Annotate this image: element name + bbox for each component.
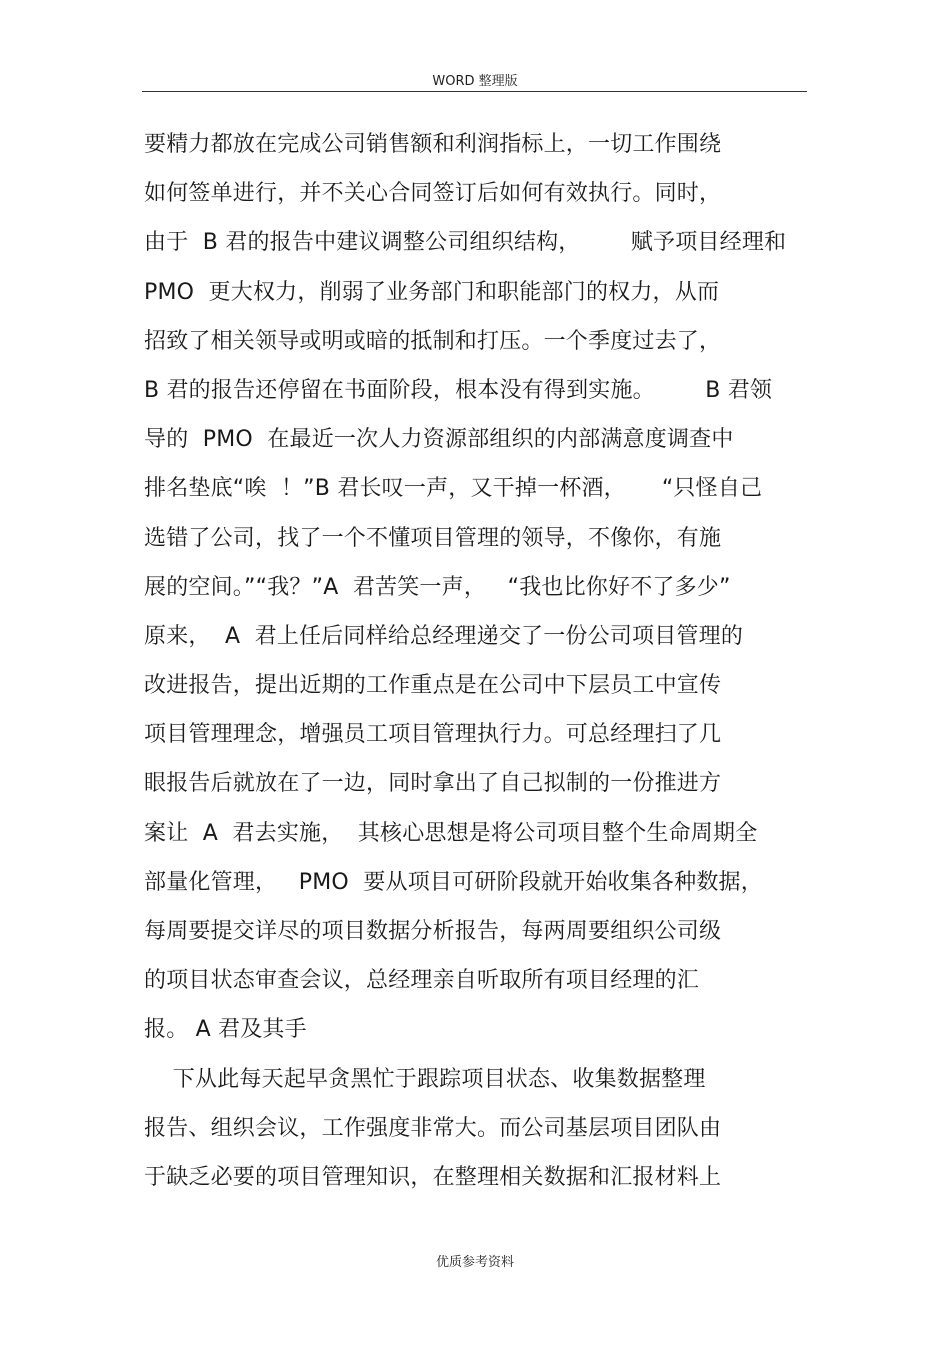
text-line: 排名垫底“唉 ！”B 君长叹一声，又干掉一杯酒， “只怪自己: [144, 476, 763, 502]
text-line: 案让 A 君去实施， 其核心思想是将公司项目整个生命周期全: [144, 820, 758, 846]
text-line: 部量化管理， PMO 要从项目可研阶段就开始收集各种数据，: [144, 869, 763, 895]
text-line: 报。 A 君及其手: [144, 1017, 307, 1043]
text-line: 如何签单进行，并不关心合同签订后如何有效执行。同时，: [144, 181, 722, 207]
text-line: 展的空间。”“我？”A 君苦笑一声， “我也比你好不了多少”: [144, 574, 731, 600]
text-line: PMO 更大权力，削弱了业务部门和职能部门的权力，从而: [144, 279, 720, 305]
text-line: 项目管理理念，增强员工项目管理执行力。可总经理扫了几: [144, 722, 722, 748]
text-line: 下从此每天起早贪黑忙于跟踪项目状态、收集数据整理: [144, 1066, 706, 1092]
body-text: [144, 126, 824, 1208]
text-line: B 君的报告还停留在书面阶段，根本没有得到实施。 B 君领: [144, 377, 773, 403]
text-line: 原来， A 君上任后同样给总经理递交了一份公司项目管理的: [144, 623, 744, 649]
text-line: 要精力都放在完成公司销售额和利润指标上，一切工作围绕: [144, 132, 722, 157]
header-divider: [142, 91, 807, 92]
page-header: WORD 整理版: [432, 74, 518, 89]
text-line: 导的 PMO 在最近一次人力资源部组织的内部满意度调查中: [144, 427, 734, 453]
text-line: 由于 B 君的报告中建议调整公司组织结构， 赋予项目经理和: [144, 230, 787, 256]
page-footer: 优质参考资料: [435, 1255, 514, 1270]
text-line: 报告、组织会议，工作强度非常大。而公司基层项目团队由: [144, 1115, 722, 1141]
text-line: 招致了相关领导或明或暗的抵制和打压。一个季度过去了，: [144, 328, 722, 354]
text-line: 的项目状态审查会议，总经理亲自听取所有项目经理的汇: [144, 968, 700, 994]
text-line: 每周要提交详尽的项目数据分析报告，每两周要组织公司级: [144, 919, 722, 944]
text-line: 改进报告，提出近期的工作重点是在公司中下层员工中宣传: [144, 673, 722, 699]
text-line: 眼报告后就放在了一边，同时拿出了自己拟制的一份推进方: [144, 771, 722, 797]
text-line: 选错了公司，找了一个不懂项目管理的领导，不像你，有施: [144, 525, 722, 551]
text-line: 于缺乏必要的项目管理知识，在整理相关数据和汇报材料上: [144, 1164, 722, 1190]
